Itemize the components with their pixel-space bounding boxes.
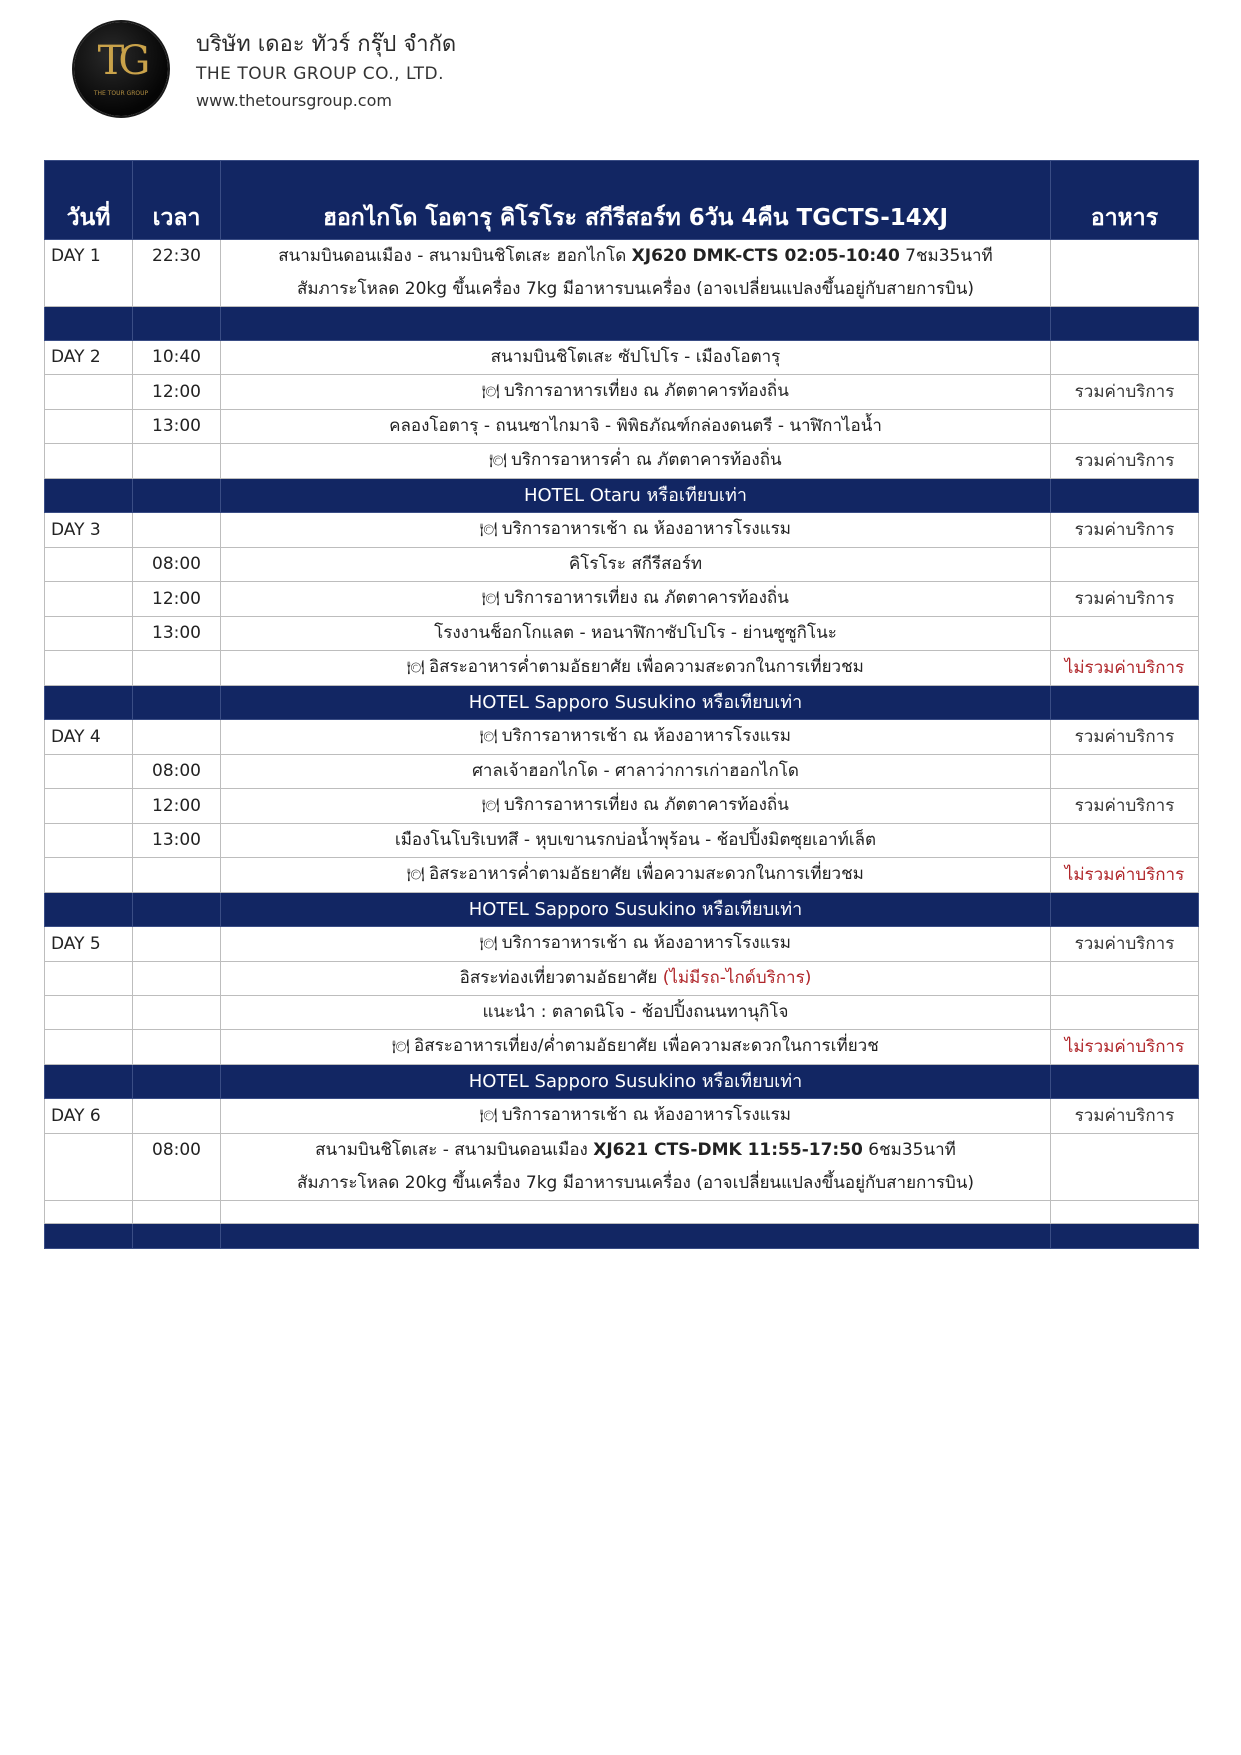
activity-cell xyxy=(221,513,1051,548)
activity-cell: ศาลเจ้าฮอกไกโด - ศาลาว่าการเก่าฮอกไกโด xyxy=(221,755,1051,789)
time-cell: 12:00 xyxy=(133,582,221,617)
meal-cell: ไม่รวมค่าบริการ xyxy=(1051,858,1199,893)
activity-text: บริการอาหารเที่ยง ณ ภัตตาคารท้องถิ่น xyxy=(503,381,789,401)
meal-cell: ไม่รวมค่าบริการ xyxy=(1051,1030,1199,1065)
meal-icon: 🍽 xyxy=(482,591,500,607)
meal-icon: 🍽 xyxy=(480,522,498,538)
activity-cell: คลองโอตารุ - ถนนซาไกมาจิ - พิพิธภัณฑ์กล่องดนตรี - นาฬิกาไอน้ำ xyxy=(221,410,1051,444)
hotel-row xyxy=(45,479,1199,513)
activity-cell xyxy=(221,789,1051,824)
table-row xyxy=(45,341,1199,375)
company-logo xyxy=(74,22,168,116)
table-row xyxy=(45,375,1199,410)
time-cell: 08:00 xyxy=(133,1134,221,1201)
meal-cell: รวมค่าบริการ xyxy=(1051,720,1199,755)
company-name-thai: บริษัท เดอะ ทัวร์ กรุ๊ป จำกัด xyxy=(196,32,457,57)
table-row xyxy=(45,410,1199,444)
meal-cell xyxy=(1051,755,1199,789)
meal-icon: 🍽 xyxy=(480,1108,498,1124)
meal-cell xyxy=(1051,617,1199,651)
time-cell: 22:30 xyxy=(133,240,221,307)
meal-cell: รวมค่าบริการ xyxy=(1051,444,1199,479)
itinerary-table xyxy=(44,160,1199,1249)
separator-row xyxy=(45,307,1199,341)
hotel-name: HOTEL Sapporo Susukino หรือเทียบเท่า xyxy=(221,893,1051,927)
meal-cell xyxy=(1051,548,1199,582)
activity-text: อิสระอาหารค่ำตามอัธยาศัย เพื่อความสะดวกในการเที่ยวชม xyxy=(428,657,864,677)
meal-cell: รวมค่าบริการ xyxy=(1051,582,1199,617)
table-row xyxy=(45,1201,1199,1224)
time-cell: 13:00 xyxy=(133,617,221,651)
activity-text: บริการอาหารค่ำ ณ ภัตตาคารท้องถิ่น xyxy=(511,450,782,470)
activity-text: บริการอาหารเช้า ณ ห้องอาหารโรงแรม xyxy=(501,726,791,746)
meal-cell xyxy=(1051,341,1199,375)
meal-cell xyxy=(1051,240,1199,307)
table-row xyxy=(45,996,1199,1030)
table-row xyxy=(45,1030,1199,1065)
activity-cell xyxy=(221,651,1051,686)
table-row xyxy=(45,548,1199,582)
activity-text: บริการอาหารเช้า ณ ห้องอาหารโรงแรม xyxy=(501,933,791,953)
meal-cell xyxy=(1051,410,1199,444)
hotel-name: HOTEL Sapporo Susukino หรือเทียบเท่า xyxy=(221,1065,1051,1099)
logo-letters: TG xyxy=(97,38,145,84)
flight-number: XJ620 DMK-CTS 02:05-10:40 xyxy=(631,246,900,266)
activity-text: อิสระท่องเที่ยวตามอัธยาศัย xyxy=(459,968,663,988)
activity-cell xyxy=(221,858,1051,893)
hotel-row xyxy=(45,686,1199,720)
table-row xyxy=(45,513,1199,548)
meal-icon: 🍽 xyxy=(480,729,498,745)
activity-cell xyxy=(221,720,1051,755)
activity-cell: คิโรโระ สกีรีสอร์ท xyxy=(221,548,1051,582)
hotel-name: HOTEL Sapporo Susukino หรือเทียบเท่า xyxy=(221,686,1051,720)
header-meal: อาหาร xyxy=(1051,161,1199,240)
day-cell: DAY 5 xyxy=(45,927,133,962)
time-cell: 08:00 xyxy=(133,755,221,789)
activity-cell xyxy=(221,240,1051,307)
time-cell: 08:00 xyxy=(133,548,221,582)
day-cell: DAY 1 xyxy=(45,240,133,307)
meal-icon: 🍽 xyxy=(482,384,500,400)
table-row xyxy=(45,755,1199,789)
meal-cell: รวมค่าบริการ xyxy=(1051,789,1199,824)
table-row xyxy=(45,927,1199,962)
activity-text: บริการอาหารเช้า ณ ห้องอาหารโรงแรม xyxy=(501,519,791,539)
meal-cell xyxy=(1051,1134,1199,1201)
baggage-info: สัมภาระโหลด 20kg ขึ้นเครื่อง 7kg มีอาหารบนเครื่อง (อาจเปลี่ยนแปลงขึ้นอยู่กับสายการบิน) xyxy=(296,279,975,299)
activity-cell xyxy=(221,444,1051,479)
flight-duration: 7ชม35นาที xyxy=(899,246,993,266)
table-row xyxy=(45,824,1199,858)
meal-cell: รวมค่าบริการ xyxy=(1051,927,1199,962)
activity-text: บริการอาหารเที่ยง ณ ภัตตาคารท้องถิ่น xyxy=(503,795,789,815)
meal-icon: 🍽 xyxy=(407,867,425,883)
activity-cell: สนามบินชิโตเสะ ซัปโปโร - เมืองโอตารุ xyxy=(221,341,1051,375)
meal-cell: รวมค่าบริการ xyxy=(1051,375,1199,410)
day-cell: DAY 6 xyxy=(45,1099,133,1134)
time-cell: 13:00 xyxy=(133,410,221,444)
meal-icon: 🍽 xyxy=(489,453,508,469)
time-cell: 12:00 xyxy=(133,789,221,824)
hotel-row xyxy=(45,1065,1199,1099)
table-row xyxy=(45,651,1199,686)
meal-cell xyxy=(1051,996,1199,1030)
activity-cell xyxy=(221,582,1051,617)
table-row xyxy=(45,1099,1199,1134)
table-row xyxy=(45,789,1199,824)
activity-cell: โรงงานช็อกโกแลต - หอนาฬิกาซัปโปโร - ย่านซูซูกิโนะ xyxy=(221,617,1051,651)
company-header xyxy=(74,22,674,122)
meal-cell: รวมค่าบริการ xyxy=(1051,1099,1199,1134)
table-row xyxy=(45,617,1199,651)
logo-subtext: THE TOUR GROUP xyxy=(93,90,149,97)
meal-cell: ไม่รวมค่าบริการ xyxy=(1051,651,1199,686)
activity-cell xyxy=(221,962,1051,996)
day-cell: DAY 3 xyxy=(45,513,133,548)
table-row xyxy=(45,858,1199,893)
day-cell: DAY 4 xyxy=(45,720,133,755)
header-day: วันที่ xyxy=(45,161,133,240)
meal-icon: 🍽 xyxy=(482,798,500,814)
header-time: เวลา xyxy=(133,161,221,240)
activity-text: สนามบินดอนเมือง - สนามบินชิโตเสะ ฮอกไกโด xyxy=(278,246,632,266)
flight-duration: 6ชม35นาที xyxy=(862,1140,956,1160)
meal-cell xyxy=(1051,824,1199,858)
table-row xyxy=(45,962,1199,996)
company-info xyxy=(196,30,456,114)
activity-text: สนามบินชิโตเสะ - สนามบินดอนเมือง xyxy=(315,1140,594,1160)
activity-text: อิสระอาหารเที่ยง/ค่ำตามอัธยาศัย เพื่อความสะดวกในการเที่ยวช xyxy=(414,1036,879,1056)
meal-icon: 🍽 xyxy=(407,660,425,676)
meal-cell xyxy=(1051,962,1199,996)
no-guide-note: (ไม่มีรถ-ไกด์บริการ) xyxy=(662,968,812,988)
activity-cell: เมืองโนโบริเบทสึ - หุบเขานรกบ่อน้ำพุร้อน - ช้อปปิ้งมิตซุยเอาท์เล็ต xyxy=(221,824,1051,858)
table-row xyxy=(45,240,1199,307)
activity-text: อิสระอาหารค่ำตามอัธยาศัย เพื่อความสะดวกในการเที่ยวชม xyxy=(428,864,864,884)
activity-cell xyxy=(221,927,1051,962)
activity-cell xyxy=(221,1134,1051,1201)
table-row xyxy=(45,720,1199,755)
activity-cell xyxy=(221,1099,1051,1134)
activity-cell xyxy=(221,1030,1051,1065)
table-header-row xyxy=(45,161,1199,240)
activity-text: บริการอาหารเช้า ณ ห้องอาหารโรงแรม xyxy=(501,1105,791,1125)
time-cell: 10:40 xyxy=(133,341,221,375)
company-website: www.thetoursgroup.com xyxy=(196,91,392,110)
meal-icon: 🍽 xyxy=(392,1039,411,1055)
activity-cell xyxy=(221,375,1051,410)
hotel-row xyxy=(45,893,1199,927)
flight-number: XJ621 CTS-DMK 11:55-17:50 xyxy=(593,1140,863,1160)
table-row xyxy=(45,1134,1199,1201)
separator-row xyxy=(45,1224,1199,1249)
table-row xyxy=(45,582,1199,617)
table-row xyxy=(45,444,1199,479)
time-cell: 13:00 xyxy=(133,824,221,858)
activity-text: บริการอาหารเที่ยง ณ ภัตตาคารท้องถิ่น xyxy=(503,588,789,608)
company-name-en: THE TOUR GROUP CO., LTD. xyxy=(196,64,444,84)
header-program: ฮอกไกโด โอตารุ คิโรโระ สกีรีสอร์ท 6วัน 4คืน TGCTS-14XJ xyxy=(221,161,1051,240)
activity-cell: แนะนำ : ตลาดนิโจ - ช้อปปิ้งถนนทานุกิโจ xyxy=(221,996,1051,1030)
meal-icon: 🍽 xyxy=(480,936,498,952)
day-cell: DAY 2 xyxy=(45,341,133,375)
baggage-info: สัมภาระโหลด 20kg ขึ้นเครื่อง 7kg มีอาหารบนเครื่อง (อาจเปลี่ยนแปลงขึ้นอยู่กับสายการบิน) xyxy=(296,1173,975,1193)
meal-cell: รวมค่าบริการ xyxy=(1051,513,1199,548)
hotel-name: HOTEL Otaru หรือเทียบเท่า xyxy=(221,479,1051,513)
time-cell: 12:00 xyxy=(133,375,221,410)
